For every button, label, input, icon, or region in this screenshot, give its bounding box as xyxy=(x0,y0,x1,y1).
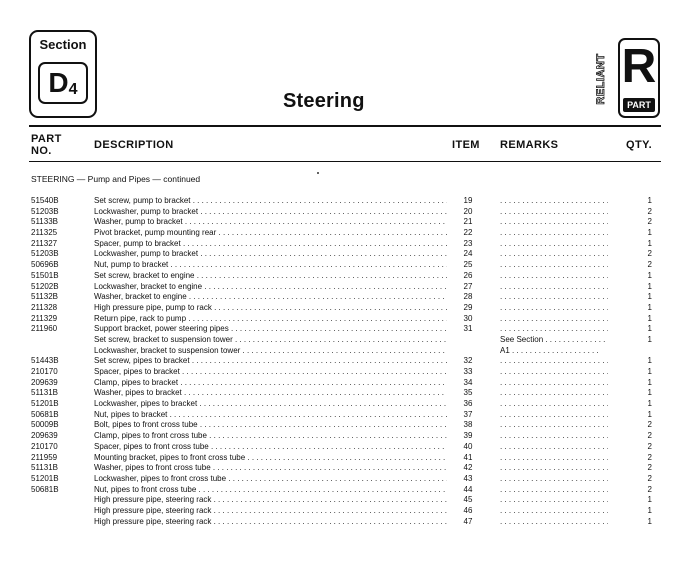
remarks xyxy=(500,324,608,335)
remarks xyxy=(500,239,608,250)
quantity: 1 xyxy=(647,367,652,376)
part-number: 51201B xyxy=(31,399,59,409)
col-header-part-no xyxy=(31,133,62,157)
logo-word: RELIANT xyxy=(595,53,607,105)
quantity: 1 xyxy=(647,388,652,398)
item-number: 47 xyxy=(463,516,473,526)
table-row xyxy=(0,378,674,389)
part-description: Set screw, bracket to engine . . . xyxy=(94,271,447,282)
remarks: A1 . . . xyxy=(500,346,608,357)
table-row xyxy=(0,410,674,421)
item-number: 27 xyxy=(463,281,473,291)
col-header-qty: QTY. xyxy=(626,139,653,151)
remarks xyxy=(500,367,608,378)
item-number: 46 xyxy=(463,505,473,515)
part-description: Lockwasher, pump to bracket . . . xyxy=(94,249,447,260)
item-number: 26 xyxy=(463,270,473,280)
section-label: Section xyxy=(39,37,87,52)
table-row xyxy=(0,453,674,464)
remarks xyxy=(500,442,608,453)
table-row xyxy=(0,314,674,325)
part-description: Nut, pipes to front cross tube . . . xyxy=(94,485,447,496)
table-row xyxy=(0,420,674,431)
item-number: 20 xyxy=(463,206,473,216)
reliant-part-logo xyxy=(588,36,660,120)
part-number: 210170 xyxy=(31,441,58,451)
part-number: 51202B xyxy=(31,281,59,291)
item-number: 32 xyxy=(463,356,473,366)
table-row xyxy=(0,292,674,303)
item-number: 38 xyxy=(463,420,473,430)
part-description: Set screw, pump to bracket . . . xyxy=(94,196,447,207)
quantity: 1 xyxy=(647,270,652,280)
part-number: 50009B xyxy=(31,420,59,430)
quantity: 1 xyxy=(647,377,652,387)
item-number: 24 xyxy=(463,249,473,259)
part-number: 211325 xyxy=(31,228,58,238)
quantity: 2 xyxy=(647,260,652,270)
table-row xyxy=(0,196,674,207)
part-number: 209639 xyxy=(31,431,58,441)
table-row xyxy=(0,346,674,357)
part-number: 50696B xyxy=(31,260,59,270)
quantity: 1 xyxy=(647,238,652,248)
header-bottom-rule xyxy=(29,161,661,162)
part-number: 51131B xyxy=(31,388,58,398)
remarks xyxy=(500,495,608,506)
part-description: High pressure pipe, pump to rack . . . xyxy=(94,303,447,314)
quantity: 2 xyxy=(647,206,652,216)
logo-r-badge xyxy=(618,38,660,118)
remarks xyxy=(500,388,608,399)
part-number: 211960 xyxy=(31,324,58,334)
part-number: 51133B xyxy=(31,217,58,227)
section-code xyxy=(38,62,88,104)
part-description: Return pipe, rack to pump . . . xyxy=(94,314,447,325)
table-row xyxy=(0,282,674,293)
table-row xyxy=(0,239,674,250)
remarks xyxy=(500,410,608,421)
table-row xyxy=(0,249,674,260)
part-number: 211328 xyxy=(31,302,58,312)
table-row xyxy=(0,335,674,346)
quantity: 1 xyxy=(647,399,652,409)
part-description: Mounting bracket, pipes to front cross tube . . . xyxy=(94,453,447,464)
remarks xyxy=(500,271,608,282)
remarks xyxy=(500,217,608,228)
part-description: High pressure pipe, steering rack . . . xyxy=(94,506,447,517)
part-number: 51540B xyxy=(31,196,59,205)
table-row xyxy=(0,431,674,442)
quantity: 1 xyxy=(647,196,652,205)
item-number: 33 xyxy=(463,367,473,376)
section-badge xyxy=(29,30,97,118)
part-description: Set screw, pipes to bracket . . . xyxy=(94,356,447,367)
item-number: 28 xyxy=(463,292,473,302)
remarks xyxy=(500,228,608,239)
part-description: High pressure pipe, steering rack . . . xyxy=(94,495,447,506)
table-row xyxy=(0,303,674,314)
section-code-letter: D xyxy=(48,67,69,98)
part-number: 209639 xyxy=(31,377,58,387)
remarks xyxy=(500,282,608,293)
part-description: Washer, pump to bracket . . . xyxy=(94,217,447,228)
part-description: Support bracket, power steering pipes . . . xyxy=(94,324,447,335)
remarks xyxy=(500,463,608,474)
item-number: 39 xyxy=(463,431,473,441)
table-row xyxy=(0,495,674,506)
logo-part-label: PART xyxy=(623,98,655,112)
item-number: 25 xyxy=(463,260,473,270)
table-row xyxy=(0,207,674,218)
table-row xyxy=(0,399,674,410)
item-number: 22 xyxy=(463,228,473,238)
remarks xyxy=(500,420,608,431)
quantity: 1 xyxy=(647,302,652,312)
remarks xyxy=(500,517,608,528)
quantity: 2 xyxy=(647,452,652,462)
col-header-part-line2: NO. xyxy=(31,145,52,157)
quantity: 2 xyxy=(647,463,652,473)
part-description: Lockwasher, pump to bracket . . . xyxy=(94,207,447,218)
item-number: 44 xyxy=(463,484,473,494)
part-description: Clamp, pipes to bracket . . . xyxy=(94,378,447,389)
table-row xyxy=(0,442,674,453)
part-description: Washer, bracket to engine . . . xyxy=(94,292,447,303)
part-description: High pressure pipe, steering rack . . . xyxy=(94,517,447,528)
remarks xyxy=(500,399,608,410)
quantity: 1 xyxy=(647,281,652,291)
part-number: 51203B xyxy=(31,249,59,259)
table-row xyxy=(0,324,674,335)
part-description: Bolt, pipes to front cross tube . . . xyxy=(94,420,447,431)
part-description: Washer, pipes to bracket . . . xyxy=(94,388,447,399)
part-number: 50681B xyxy=(31,484,59,494)
quantity: 2 xyxy=(647,484,652,494)
table-row xyxy=(0,228,674,239)
remarks xyxy=(500,485,608,496)
col-header-remarks: REMARKS xyxy=(500,139,559,151)
quantity: 1 xyxy=(647,516,652,526)
quantity: 1 xyxy=(647,409,652,419)
remarks xyxy=(500,431,608,442)
quantity: 1 xyxy=(647,334,652,344)
col-header-part-line1: PART xyxy=(31,133,62,145)
table-row xyxy=(0,506,674,517)
remarks xyxy=(500,196,608,207)
item-number: 40 xyxy=(463,441,473,451)
quantity: 1 xyxy=(647,505,652,515)
remarks xyxy=(500,292,608,303)
table-row xyxy=(0,485,674,496)
quantity: 1 xyxy=(647,495,652,505)
remarks xyxy=(500,207,608,218)
remarks xyxy=(500,249,608,260)
part-description: Washer, pipes to front cross tube . . . xyxy=(94,463,447,474)
item-number: 34 xyxy=(463,377,473,387)
page-title: Steering xyxy=(283,90,365,112)
remarks xyxy=(500,378,608,389)
part-number: 51131B xyxy=(31,463,58,473)
part-description: Nut, pump to bracket . . . xyxy=(94,260,447,271)
item-number: 43 xyxy=(463,473,473,483)
part-number: 50681B xyxy=(31,409,59,419)
quantity: 2 xyxy=(647,431,652,441)
table-row xyxy=(0,388,674,399)
part-number: 51501B xyxy=(31,270,59,280)
item-number: 19 xyxy=(463,196,473,205)
item-number: 31 xyxy=(463,324,473,334)
item-number: 45 xyxy=(463,495,473,505)
part-description: Set screw, bracket to suspension tower . . . xyxy=(94,335,447,346)
quantity: 1 xyxy=(647,324,652,334)
part-description: Spacer, pipes to front cross tube . . . xyxy=(94,442,447,453)
part-number: 51443B xyxy=(31,356,59,366)
part-description: Clamp, pipes to front cross tube . . . xyxy=(94,431,447,442)
table-row xyxy=(0,474,674,485)
table-row xyxy=(0,517,674,528)
part-description: Nut, pipes to bracket . . . xyxy=(94,410,447,421)
quantity: 1 xyxy=(647,228,652,238)
item-number: 30 xyxy=(463,313,473,323)
part-number: 51203B xyxy=(31,206,59,216)
table-row xyxy=(0,356,674,367)
part-number: 211327 xyxy=(31,238,58,248)
part-description: Lockwasher, bracket to engine . . . xyxy=(94,282,447,293)
table-row xyxy=(0,367,674,378)
table-row xyxy=(0,463,674,474)
item-number: 37 xyxy=(463,409,473,419)
stray-dot xyxy=(317,172,319,174)
remarks xyxy=(500,506,608,517)
table-row xyxy=(0,271,674,282)
part-description: Spacer, pipes to bracket . . . xyxy=(94,367,447,378)
remarks xyxy=(500,474,608,485)
part-description: Pivot bracket, pump mounting rear . . . xyxy=(94,228,447,239)
quantity: 1 xyxy=(647,313,652,323)
remarks: See Section . . . xyxy=(500,335,608,346)
remarks xyxy=(500,356,608,367)
remarks xyxy=(500,303,608,314)
item-number: 21 xyxy=(463,217,473,227)
part-description: Lockwasher, bracket to suspension tower . . . xyxy=(94,346,447,357)
part-number: 51201B xyxy=(31,473,59,483)
quantity: 2 xyxy=(647,473,652,483)
item-number: 29 xyxy=(463,302,473,312)
remarks xyxy=(500,260,608,271)
table-row xyxy=(0,217,674,228)
col-header-item: ITEM xyxy=(452,139,480,151)
item-number: 36 xyxy=(463,399,473,409)
quantity: 2 xyxy=(647,249,652,259)
section-subheading: STEERING — Pump and Pipes — continued xyxy=(31,174,201,184)
item-number: 42 xyxy=(463,463,473,473)
item-number: 23 xyxy=(463,238,473,248)
part-number: 211959 xyxy=(31,452,58,462)
part-description: Spacer, pump to bracket . . . xyxy=(94,239,447,250)
part-description: Lockwasher, pipes to front cross tube . . . xyxy=(94,474,447,485)
quantity: 1 xyxy=(647,292,652,302)
remarks xyxy=(500,314,608,325)
part-description: Lockwasher, pipes to bracket . . . xyxy=(94,399,447,410)
quantity: 2 xyxy=(647,217,652,227)
quantity: 2 xyxy=(647,441,652,451)
header-top-rule xyxy=(29,125,661,127)
section-code-number: 4 xyxy=(68,81,78,98)
part-number: 211329 xyxy=(31,313,58,323)
item-number: 41 xyxy=(463,452,473,462)
part-number: 51132B xyxy=(31,292,58,302)
remarks xyxy=(500,453,608,464)
logo-letter: R xyxy=(621,40,657,93)
quantity: 2 xyxy=(647,420,652,430)
table-row xyxy=(0,260,674,271)
part-number: 210170 xyxy=(31,367,58,376)
item-number: 35 xyxy=(463,388,473,398)
col-header-description: DESCRIPTION xyxy=(94,139,174,151)
parts-table xyxy=(0,196,674,527)
quantity: 1 xyxy=(647,356,652,366)
